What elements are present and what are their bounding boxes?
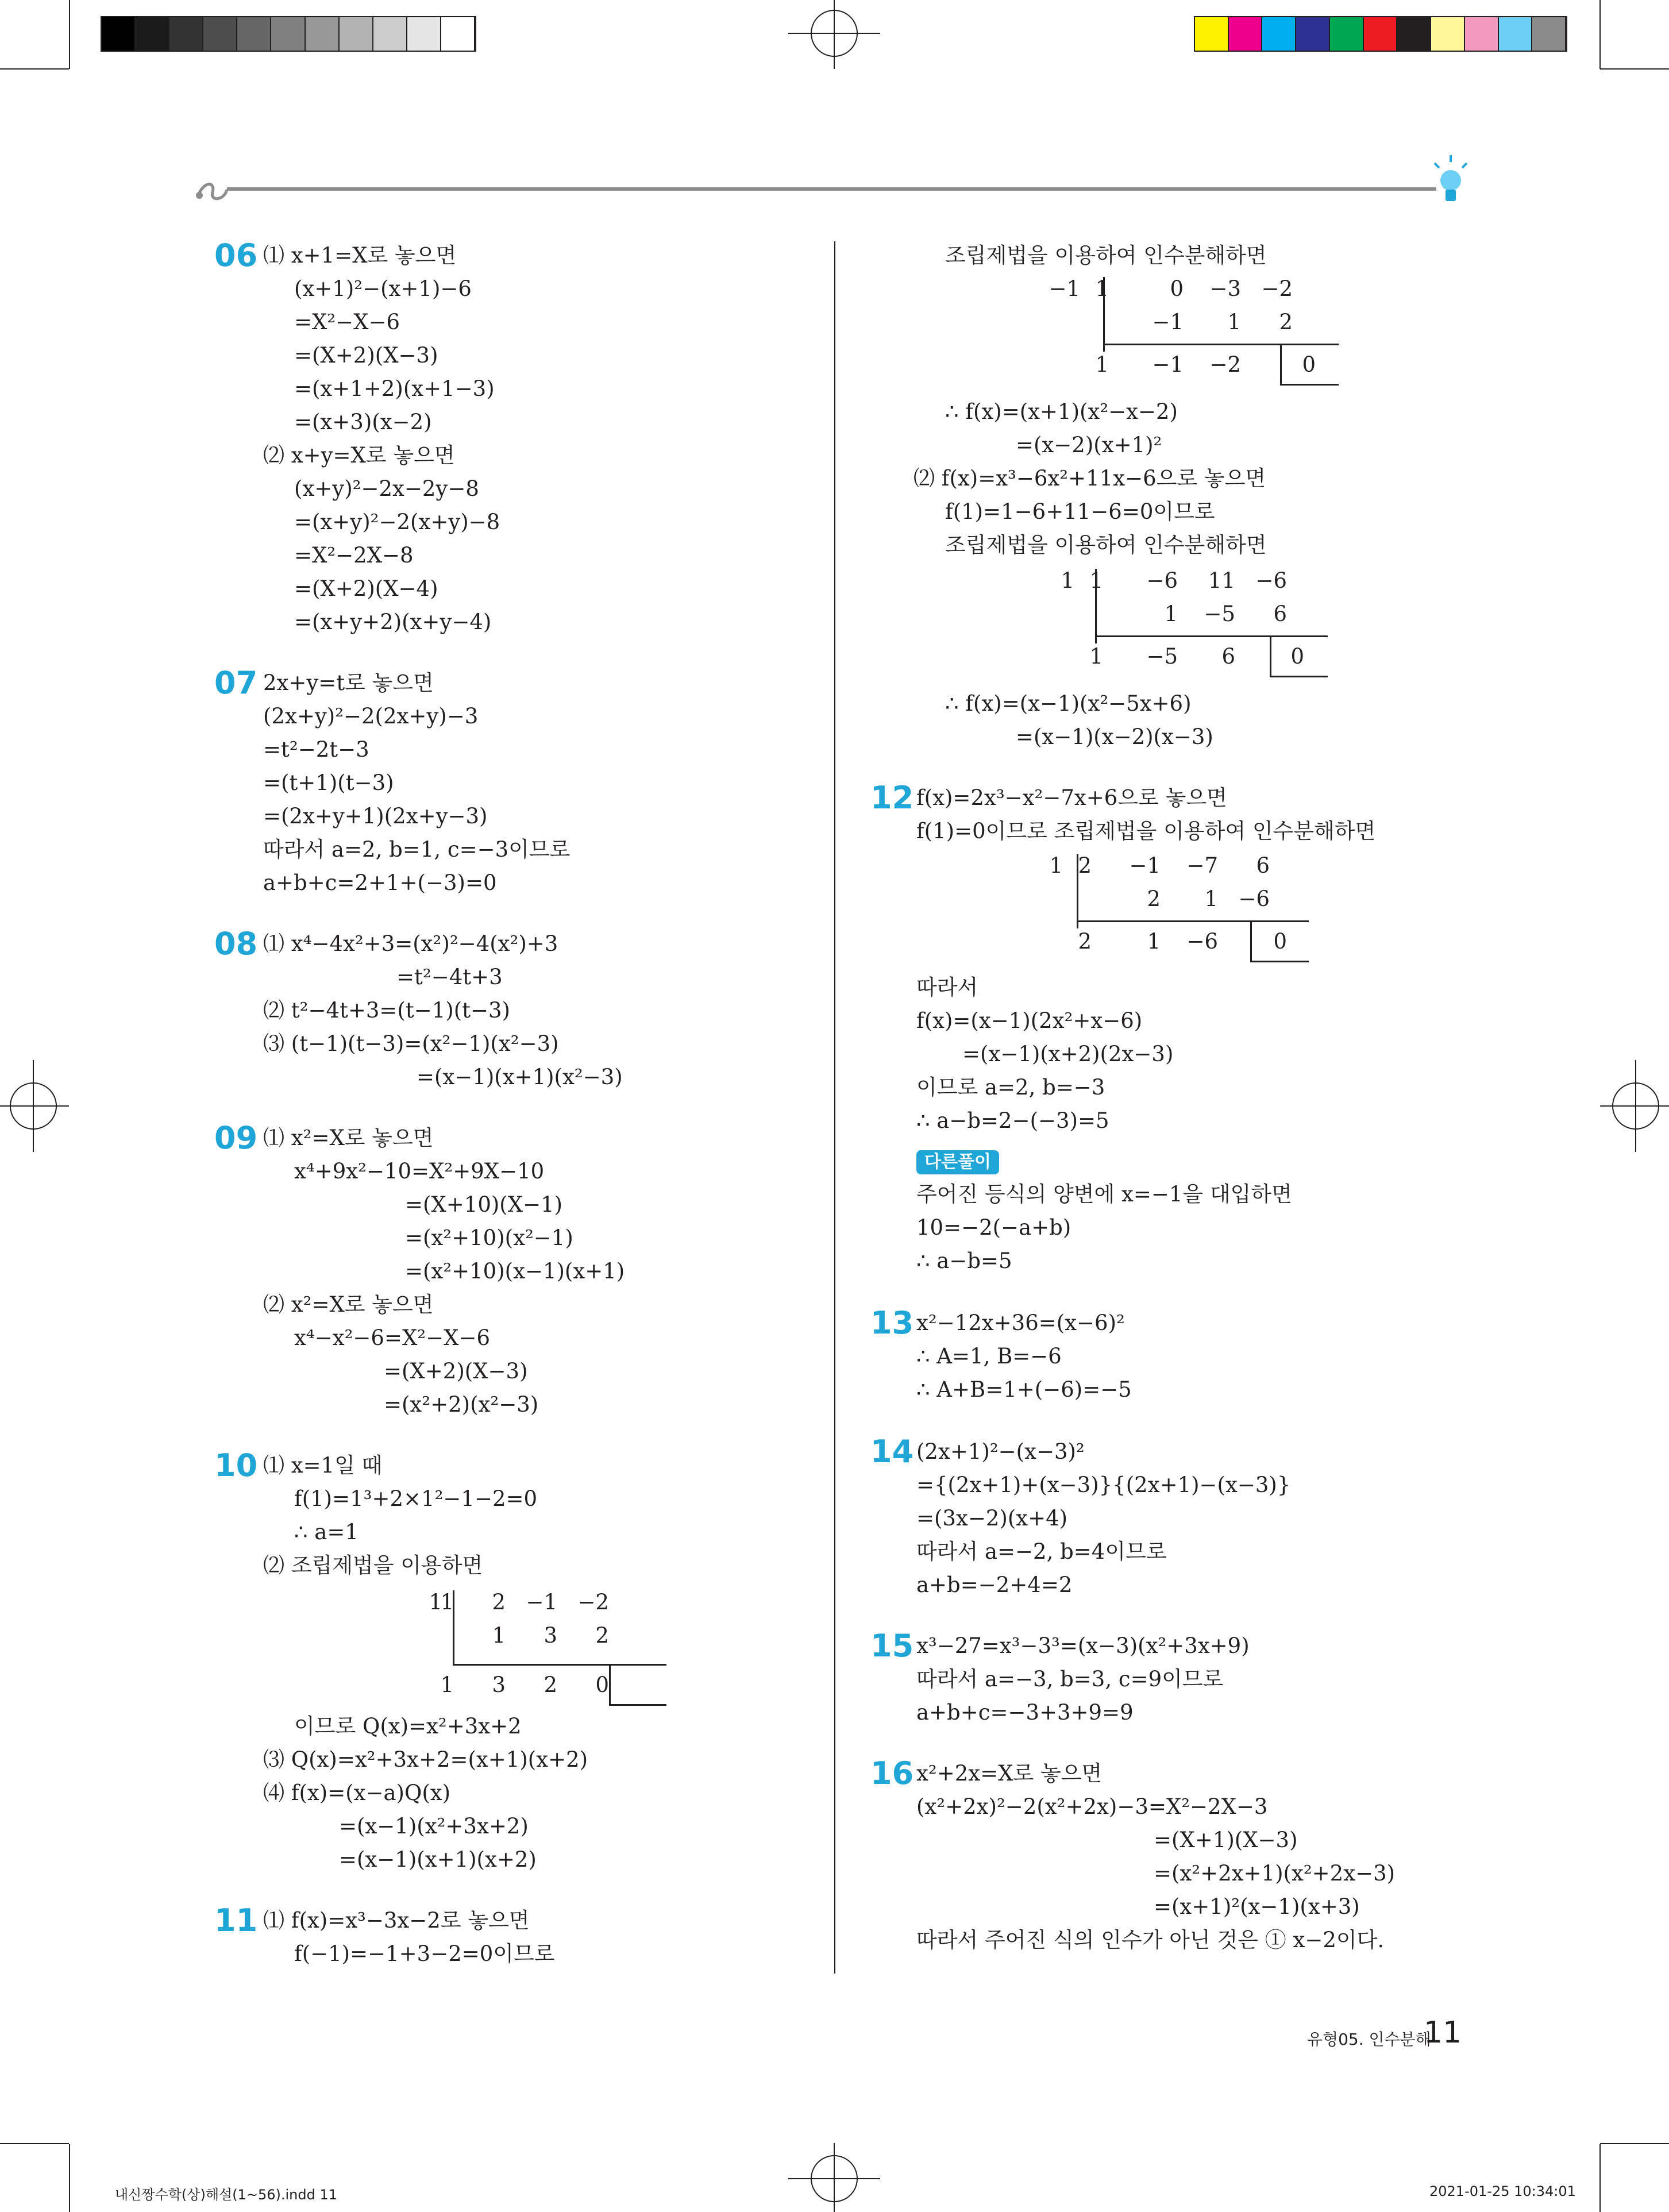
color-swatch — [1195, 17, 1229, 51]
solution-line: f(1)=1−6+11−6=0이므로 — [945, 499, 1215, 524]
table-cell: 1 — [1227, 310, 1241, 334]
solution-line: =(x+1)²(x−1)(x+3) — [1154, 1894, 1360, 1919]
solution-line: =(x−1)(x−2)(x−3) — [1016, 725, 1213, 749]
solution-line: 주어진 등식의 양변에 x=−1을 대입하면 — [916, 1182, 1292, 1207]
solution-line: ⑴ x²=X로 놓으면 — [263, 1126, 434, 1150]
solution-line: ⑴ x+1=X로 놓으면 — [263, 243, 457, 268]
table-cell: −6 — [1255, 568, 1287, 593]
table-cell: −1 — [1152, 352, 1184, 377]
table-cell: −3 — [1209, 276, 1241, 301]
table-cell: −5 — [1204, 602, 1235, 626]
solution-line: =t²−2t−3 — [263, 737, 369, 762]
table-cell: −1 — [1129, 853, 1161, 878]
solution-line: 10=−2(−a+b) — [916, 1215, 1071, 1240]
table-cell: 2 — [1078, 929, 1092, 954]
table-cell: 0 — [1170, 276, 1184, 301]
synthetic-division-table — [1040, 849, 1316, 970]
solution-line: =(X+2)(X−4) — [294, 576, 438, 601]
solution-line: a+b=−2+4=2 — [916, 1573, 1073, 1597]
table-cell: 1 — [492, 1623, 506, 1648]
color-swatch — [1431, 17, 1465, 51]
table-cell: −6 — [1186, 929, 1218, 954]
column-divider — [834, 241, 835, 1974]
table-cell: 1 — [440, 1590, 454, 1614]
table-cell: 1 — [1204, 887, 1218, 911]
solution-line: x⁴−x²−6=X²−X−6 — [294, 1325, 491, 1350]
table-cell: 6 — [1221, 644, 1235, 669]
table-cell: 1 — [1164, 602, 1178, 626]
solution-line: ∴ A=1, B=−6 — [916, 1344, 1062, 1369]
solution-line: 2x+y=t로 놓으면 — [263, 670, 434, 695]
header-rule — [227, 187, 1436, 191]
solution-line: =(x²+2x+1)(x²+2x−3) — [1154, 1861, 1396, 1886]
solution-line: ⑴ x⁴−4x²+3=(x²)²−4(x²)+3 — [263, 931, 558, 956]
solution-line: 따라서 a=−2, b=4이므로 — [916, 1539, 1167, 1564]
table-cell: 0 — [595, 1673, 609, 1697]
solution-line: =(x+y)²−2(x+y)−8 — [294, 510, 500, 534]
table-cell: 1 — [440, 1673, 454, 1697]
registration-mark-top — [765, 0, 903, 69]
problem-number: 07 — [214, 665, 258, 701]
problem-number: 09 — [214, 1120, 258, 1156]
solution-line: ⑴ f(x)=x³−3x−2로 놓으면 — [263, 1908, 530, 1933]
solution-line: =(X+1)(X−3) — [1154, 1828, 1298, 1852]
page-number: 11 — [1424, 2016, 1462, 2050]
table-cell: −2 — [1209, 352, 1241, 377]
registration-mark-right — [1600, 1037, 1669, 1175]
crop-mark — [1599, 0, 1601, 69]
ribbon-icon — [192, 178, 233, 207]
crop-mark — [69, 0, 70, 69]
table-cell: 2 — [492, 1590, 506, 1614]
solution-line: =(x+1+2)(x+1−3) — [294, 376, 495, 401]
table-cell: 1 — [1089, 644, 1103, 669]
crop-mark — [1600, 2143, 1669, 2144]
solution-line: a+b+c=−3+3+9=9 — [916, 1700, 1134, 1725]
solution-line: a+b+c=2+1+(−3)=0 — [263, 870, 497, 895]
table-cell: 2 — [1279, 310, 1293, 334]
solution-line: (x²+2x)²−2(x²+2x)−3=X²−2X−3 — [916, 1794, 1268, 1819]
solution-line: (x+1)²−(x+1)−6 — [294, 276, 472, 301]
gray-swatch — [340, 17, 373, 51]
color-swatch — [1364, 17, 1398, 51]
problem-number: 12 — [870, 780, 914, 816]
solution-line: x⁴+9x²−10=X²+9X−10 — [294, 1159, 545, 1184]
process-color-bar — [1194, 16, 1567, 52]
solution-line: =(x²+10)(x−1)(x+1) — [405, 1259, 625, 1284]
synthetic-division-table — [1051, 564, 1339, 685]
solution-line: ⑵ 조립제법을 이용하면 — [263, 1553, 483, 1578]
solution-line: ⑵ x+y=X로 놓으면 — [263, 443, 455, 468]
solution-line: 따라서 a=−3, b=3, c=9이므로 — [916, 1667, 1224, 1691]
solution-line: (2x+y)²−2(2x+y)−3 — [263, 704, 479, 729]
gray-swatch — [203, 17, 237, 51]
gray-color-bar — [101, 16, 476, 52]
solution-line: =(x−1)(x²+3x+2) — [339, 1814, 529, 1839]
solution-line: 따라서 a=2, b=1, c=−3이므로 — [263, 837, 571, 862]
table-cell: 6 — [1273, 602, 1287, 626]
table-cell: −1 — [526, 1590, 557, 1614]
solution-line: =(X+2)(X−3) — [384, 1359, 528, 1384]
gray-swatch — [102, 17, 136, 51]
table-cell: −2 — [577, 1590, 609, 1614]
section-label: 유형05. 인수분해 — [1307, 2030, 1431, 2049]
table-cell: 1 — [1095, 276, 1109, 301]
table-cell: −6 — [1238, 887, 1270, 911]
gray-swatch — [441, 17, 475, 51]
crop-mark — [0, 2143, 69, 2144]
solution-line: ⑷ f(x)=(x−a)Q(x) — [263, 1781, 451, 1805]
solution-line: =X²−X−6 — [294, 310, 400, 334]
table-cell: 2 — [595, 1623, 609, 1648]
table-cell: 6 — [1256, 853, 1270, 878]
problem-number: 15 — [870, 1628, 914, 1664]
color-swatch — [1532, 17, 1566, 51]
problem-number: 11 — [214, 1902, 258, 1939]
color-swatch — [1229, 17, 1263, 51]
problem-number: 13 — [870, 1305, 914, 1341]
table-cell: 1 — [1147, 929, 1161, 954]
gray-swatch — [169, 17, 203, 51]
solution-line: 따라서 — [916, 975, 978, 1000]
solution-line: =t²−4t+3 — [396, 965, 503, 989]
solution-line: 이므로 Q(x)=x²+3x+2 — [294, 1714, 522, 1739]
solution-line: f(−1)=−1+3−2=0이므로 — [294, 1941, 555, 1966]
solution-line: 조립제법을 이용하여 인수분해하면 — [945, 243, 1267, 268]
solution-line: 이므로 a=2, b=−3 — [916, 1075, 1105, 1100]
synthetic-division-table — [1046, 272, 1344, 393]
table-cell: −5 — [1146, 644, 1178, 669]
crop-mark — [1599, 2144, 1601, 2212]
problem-number: 16 — [870, 1755, 914, 1791]
color-swatch — [1330, 17, 1364, 51]
solution-line: f(x)=2x³−x²−7x+6으로 놓으면 — [916, 785, 1227, 810]
solution-line: ={(2x+1)+(x−3)}{(2x+1)−(x−3)} — [916, 1473, 1291, 1497]
table-divisor: −1 — [1049, 276, 1080, 301]
table-cell: 0 — [1302, 352, 1316, 377]
table-cell: 11 — [1208, 568, 1235, 593]
crop-mark — [69, 2144, 70, 2212]
solution-line: ∴ A+B=1+(−6)=−5 — [916, 1377, 1132, 1402]
solution-line: =(3x−2)(x+4) — [916, 1506, 1068, 1531]
solution-line: =(t+1)(t−3) — [263, 770, 394, 795]
solution-line: ∴ f(x)=(x+1)(x²−x−2) — [945, 399, 1178, 424]
color-swatch — [1296, 17, 1330, 51]
solution-line: f(1)=0이므로 조립제법을 이용하여 인수분해하면 — [916, 819, 1376, 843]
solution-line: =(x−1)(x+2)(2x−3) — [962, 1042, 1174, 1066]
table-cell: −2 — [1261, 276, 1293, 301]
table-cell: −6 — [1146, 568, 1178, 593]
color-swatch — [1465, 17, 1499, 51]
solution-line: x²−12x+36=(x−6)² — [916, 1311, 1125, 1335]
table-cell: 0 — [1273, 929, 1287, 954]
table-cell: 3 — [544, 1623, 557, 1648]
solution-line: ⑶ Q(x)=x²+3x+2=(x+1)(x+2) — [263, 1747, 588, 1772]
gray-swatch — [373, 17, 407, 51]
problem-number: 06 — [214, 237, 258, 273]
crop-mark — [1600, 68, 1669, 70]
solution-line: f(1)=1³+2×1²−1−2=0 — [294, 1486, 538, 1511]
table-cell: 3 — [492, 1673, 506, 1697]
alternative-solution-badge: 다른풀이 — [916, 1150, 999, 1174]
solution-line: ∴ a=1 — [294, 1520, 359, 1544]
table-cell: −7 — [1186, 853, 1218, 878]
solution-line: ⑵ t²−4t+3=(t−1)(t−3) — [263, 998, 510, 1023]
registration-mark-left — [0, 1037, 69, 1175]
synthetic-division-table — [414, 1586, 666, 1706]
solution-line: =(x−1)(x+1)(x²−3) — [417, 1065, 623, 1089]
gray-swatch — [407, 17, 441, 51]
file-slug: 내신짱수학(상)해설(1~56).indd 11 — [115, 2187, 337, 2203]
solution-line: ⑵ f(x)=x³−6x²+11x−6으로 놓으면 — [913, 466, 1266, 491]
problem-number: 14 — [870, 1433, 914, 1470]
gray-swatch — [237, 17, 271, 51]
solution-line: ⑵ x²=X로 놓으면 — [263, 1292, 434, 1317]
solution-line: 따라서 주어진 식의 인수가 아닌 것은 ① x−2이다. — [916, 1928, 1385, 1952]
solution-line: (2x+1)²−(x−3)² — [916, 1439, 1085, 1464]
solution-line: ∴ f(x)=(x−1)(x²−5x+6) — [945, 691, 1192, 716]
solution-line: ⑶ (t−1)(t−3)=(x²−1)(x²−3) — [263, 1031, 559, 1056]
solution-line: f(x)=(x−1)(2x²+x−6) — [916, 1008, 1143, 1033]
solution-line: =(X+2)(X−3) — [294, 343, 438, 368]
color-swatch — [1499, 17, 1533, 51]
table-divisor: 1 — [1049, 853, 1063, 878]
gray-swatch — [271, 17, 305, 51]
solution-line: =(x²+2)(x²−3) — [384, 1392, 539, 1417]
solution-line: =(x+3)(x−2) — [294, 410, 432, 434]
solution-line: ∴ a−b=2−(−3)=5 — [916, 1108, 1109, 1133]
table-cell: 0 — [1290, 644, 1304, 669]
solution-line: =X²−2X−8 — [294, 543, 414, 568]
table-cell: 2 — [1078, 853, 1092, 878]
solution-line: =(x−2)(x+1)² — [1016, 433, 1162, 457]
table-cell: −1 — [1152, 310, 1184, 334]
table-cell: 2 — [544, 1673, 557, 1697]
color-swatch — [1397, 17, 1431, 51]
gray-swatch — [136, 17, 169, 51]
print-timestamp: 2021-01-25 10:34:01 — [1429, 2183, 1576, 2199]
lightbulb-icon — [1428, 151, 1474, 208]
table-cell: 2 — [1147, 887, 1161, 911]
table-divisor: 1 — [429, 1590, 442, 1614]
color-swatch — [1262, 17, 1296, 51]
solution-line: 조립제법을 이용하여 인수분해하면 — [945, 533, 1267, 557]
solution-line: (x+y)²−2x−2y−8 — [294, 476, 479, 501]
solution-line: ⑴ x=1일 때 — [263, 1453, 383, 1478]
solution-line: ∴ a−b=5 — [916, 1248, 1012, 1273]
table-cell: 1 — [1089, 568, 1103, 593]
solution-line: =(x²+10)(x²−1) — [405, 1226, 573, 1250]
problem-number: 10 — [214, 1447, 258, 1483]
solution-line: =(x+y+2)(x+y−4) — [294, 610, 492, 634]
solution-line: =(x−1)(x+1)(x+2) — [339, 1847, 537, 1872]
crop-mark — [0, 68, 69, 70]
table-divisor: 1 — [1061, 568, 1074, 593]
registration-mark-bottom — [765, 2143, 903, 2212]
solution-line: x²+2x=X로 놓으면 — [916, 1761, 1103, 1786]
solution-line: =(2x+y+1)(2x+y−3) — [263, 804, 488, 828]
table-cell: 1 — [1095, 352, 1109, 377]
gray-swatch — [306, 17, 340, 51]
problem-number: 08 — [214, 926, 258, 962]
solution-line: =(X+10)(X−1) — [405, 1192, 563, 1217]
solution-line: x³−27=x³−3³=(x−3)(x²+3x+9) — [916, 1633, 1250, 1658]
